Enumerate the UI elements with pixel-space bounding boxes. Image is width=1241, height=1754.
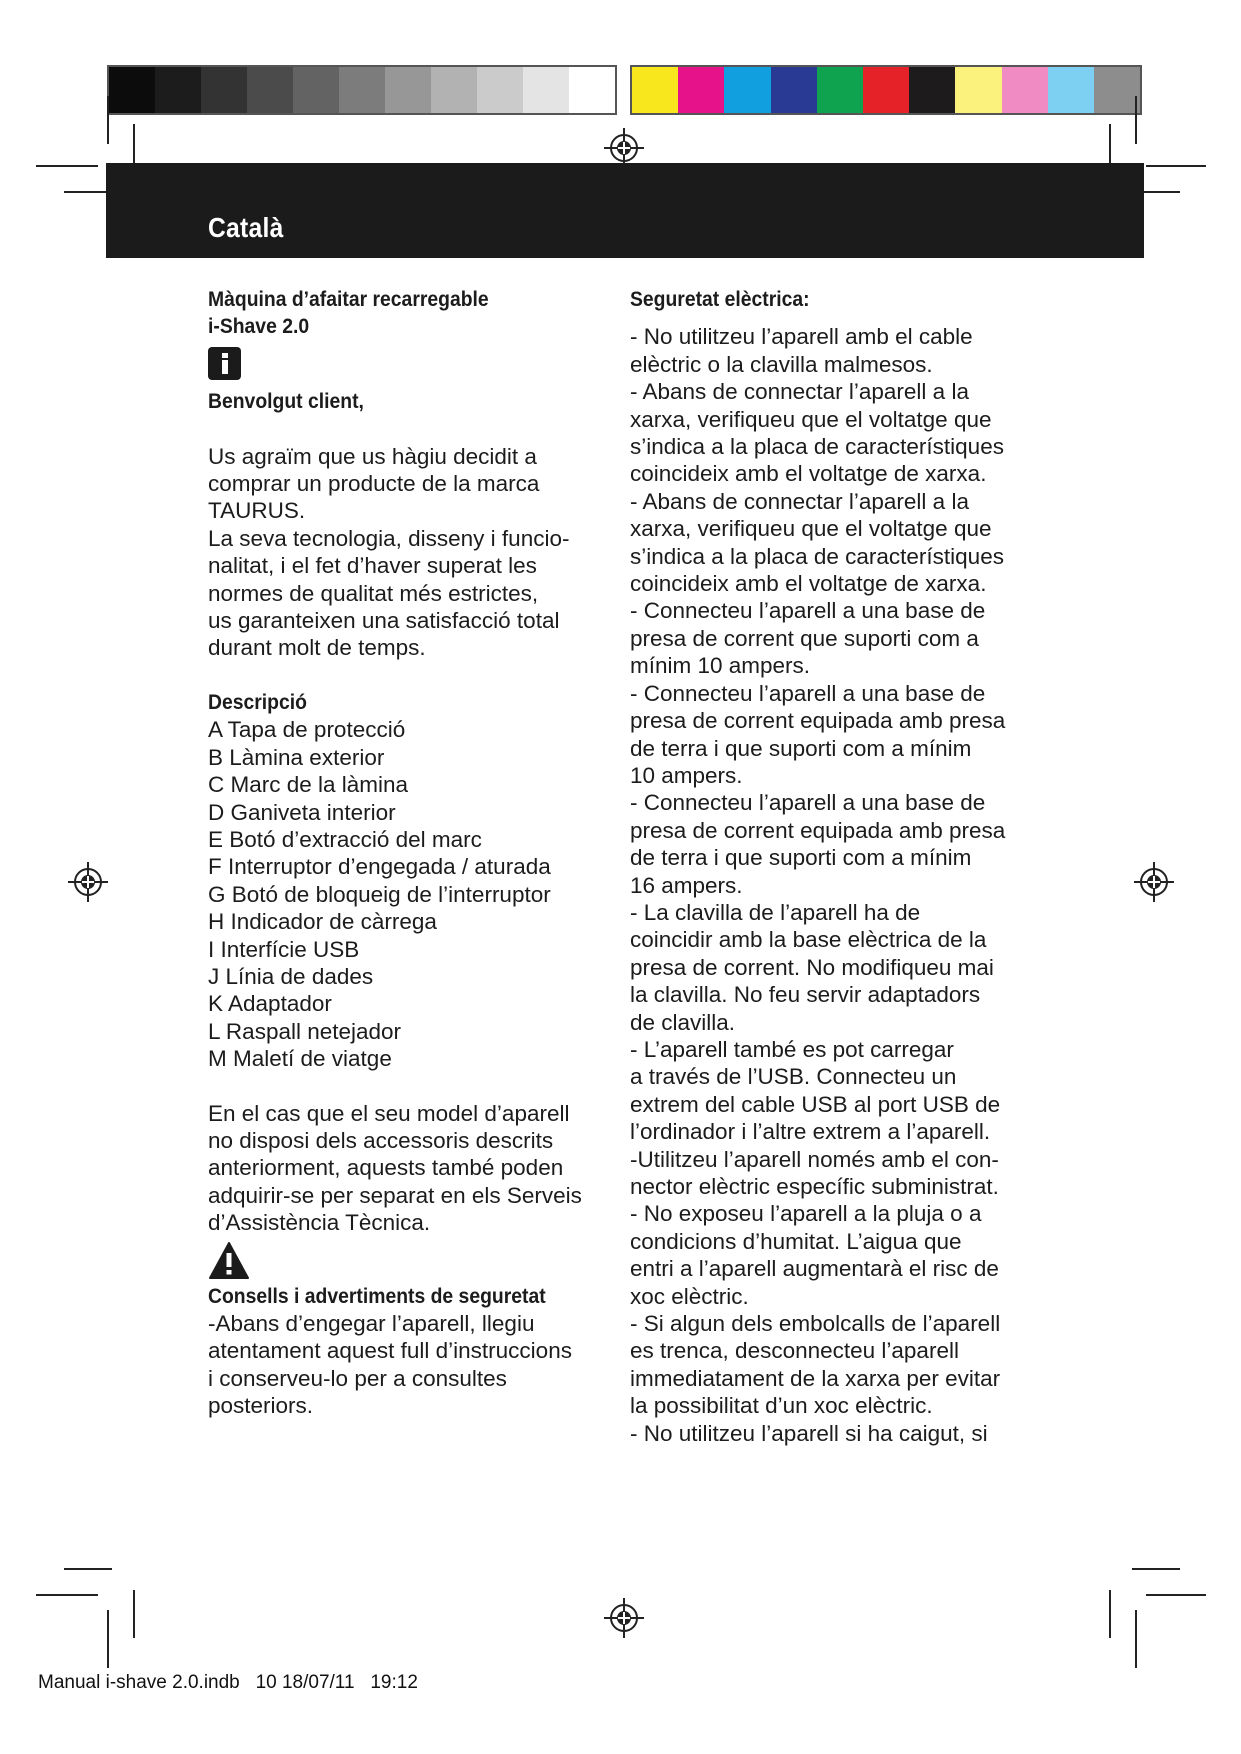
grayscale-swatch	[523, 67, 569, 113]
electrical-safety-line: - Connecteu l’aparell a una base de	[630, 680, 986, 706]
crop-mark-bottom-left-horizontal	[36, 1594, 98, 1596]
intro-line: Us agraïm que us hàgiu decidit a	[208, 443, 537, 469]
right-column	[630, 286, 1010, 1447]
product-title-line: i-Shave 2.0	[208, 314, 310, 339]
description-item: A Tapa de protecció	[208, 717, 406, 743]
description-item: H Indicador de càrrega	[208, 909, 437, 935]
registration-mark-top-icon	[604, 128, 644, 168]
intro-line: La seva tecnologia, disseny i funcio-	[208, 525, 570, 551]
electrical-safety-line: s’indica a la placa de característiques	[630, 434, 1004, 460]
registration-mark-right-icon	[1134, 862, 1174, 902]
grayscale-swatch	[477, 67, 523, 113]
description-item: L Raspall netejador	[208, 1018, 402, 1044]
registration-mark-left-icon	[68, 862, 108, 902]
electrical-safety-line: es trenca, desconnecteu l’aparell	[630, 1338, 959, 1364]
cmyk-color-bar	[630, 65, 1142, 115]
electrical-safety-line: nector elèctric específic subministrat.	[630, 1174, 999, 1199]
electrical-safety-line: - Abans de connectar l’aparell a la	[630, 379, 969, 405]
electrical-safety-line: s’indica a la placa de característiques	[630, 543, 1004, 569]
description-list	[208, 716, 598, 1072]
electrical-safety-line: - No exposeu l’aparell a la pluja o a	[630, 1201, 982, 1227]
grayscale-swatch	[293, 67, 339, 113]
description-heading: Descripció	[208, 689, 307, 714]
grayscale-swatch	[431, 67, 477, 113]
grayscale-swatch	[247, 67, 293, 113]
electrical-safety-line: extrem del cable USB al port USB de	[630, 1091, 1001, 1117]
electrical-safety-line: coincidir amb la base elèctrica de la	[630, 927, 987, 953]
intro-line: comprar un producte de la marca	[208, 471, 540, 497]
electrical-safety-line: la clavilla. No feu servir adaptadors	[630, 982, 981, 1008]
electrical-safety-line: presa de corrent equipada amb presa	[630, 817, 1006, 843]
electrical-safety-line: - Si algun dels embolcalls de l’aparell	[630, 1311, 1001, 1337]
description-item: M Maletí de viatge	[208, 1046, 392, 1072]
electrical-safety-line: - Abans de connectar l’aparell a la	[630, 488, 969, 514]
electrical-safety-line: - Connecteu l’aparell a una base de	[630, 790, 986, 816]
color-swatch	[1002, 67, 1048, 113]
safety-line: atentament aquest full d’instruccions	[208, 1338, 572, 1364]
registration-mark-bottom-icon	[604, 1598, 644, 1638]
electrical-safety-line: - La clavilla de l’aparell ha de	[630, 899, 921, 925]
accessories-paragraph	[208, 1100, 598, 1237]
intro-line: durant molt de temps.	[208, 635, 426, 661]
electrical-safety-line: presa de corrent equipada amb presa	[630, 708, 1006, 734]
electrical-safety-line: -Utilitzeu l’aparell només amb el con-	[630, 1146, 999, 1172]
intro-paragraph	[208, 443, 598, 662]
print-slug-footer: Manual i-shave 2.0.indb 10 18/07/11 19:12	[38, 1672, 418, 1693]
description-item: K Adaptador	[208, 991, 332, 1017]
color-swatch	[632, 67, 678, 113]
intro-line: us garanteixen una satisfacció total	[208, 608, 560, 634]
electrical-safety-line: - Connecteu l’aparell a una base de	[630, 598, 986, 624]
color-swatch	[771, 67, 817, 113]
safety-heading: Consells i advertiments de seguretat	[208, 1283, 546, 1308]
crop-mark-bottom-right-horizontal	[1146, 1594, 1206, 1596]
crop-mark-top-right-vertical	[1135, 96, 1137, 144]
grayscale-color-bar	[107, 65, 617, 115]
accessories-line: En el cas que el seu model d’aparell	[208, 1100, 570, 1126]
grayscale-swatch	[109, 67, 155, 113]
crop-mark-top-right-horizontal	[1146, 165, 1206, 167]
crop-mark-bottom-right-vertical-inner	[1109, 1590, 1111, 1638]
accessories-line: d’Assistència Tècnica.	[208, 1210, 431, 1236]
grayscale-swatch	[569, 67, 615, 113]
accessories-line: adquirir-se per separat en els Serveis	[208, 1182, 582, 1208]
info-icon	[208, 347, 241, 380]
left-column	[208, 286, 598, 1420]
description-item: I Interfície USB	[208, 936, 360, 962]
color-swatch	[678, 67, 724, 113]
description-item: D Ganiveta interior	[208, 799, 396, 825]
color-swatch	[817, 67, 863, 113]
crop-mark-bottom-left-horizontal-inner	[64, 1568, 112, 1570]
electrical-safety-line: 16 ampers.	[630, 872, 743, 898]
color-swatch	[724, 67, 770, 113]
description-item: B Làmina exterior	[208, 744, 385, 770]
color-swatch	[1048, 67, 1094, 113]
electrical-safety-line: de clavilla.	[630, 1009, 736, 1035]
safety-line: i conserveu-lo per a consultes	[208, 1365, 507, 1391]
electrical-safety-line: de terra i que suporti com a mínim	[630, 845, 972, 871]
description-item: F Interruptor d’engegada / aturada	[208, 854, 551, 880]
description-item: E Botó d’extracció del marc	[208, 826, 482, 852]
safety-paragraph	[208, 1310, 598, 1420]
electrical-safety-line: xoc elèctric.	[630, 1283, 749, 1309]
intro-line: normes de qualitat més estrictes,	[208, 580, 539, 606]
safety-line: -Abans d’engegar l’aparell, llegiu	[208, 1311, 535, 1336]
intro-line: TAURUS.	[208, 498, 306, 524]
electrical-safety-line: coincideix amb el voltatge de xarxa.	[630, 571, 987, 597]
description-item: G Botó de bloqueig de l’interruptor	[208, 881, 551, 907]
accessories-line: anteriorment, aquests també poden	[208, 1155, 564, 1181]
crop-mark-top-left-horizontal	[36, 165, 98, 167]
electrical-safety-line: elèctric o la clavilla malmesos.	[630, 351, 933, 377]
color-swatch	[863, 67, 909, 113]
accessories-line: no disposi dels accessoris descrits	[208, 1127, 554, 1153]
crop-mark-bottom-right-vertical	[1135, 1610, 1137, 1668]
description-item: J Línia de dades	[208, 963, 374, 989]
electrical-safety-heading: Seguretat elèctrica:	[630, 287, 810, 311]
crop-mark-bottom-left-vertical	[107, 1610, 109, 1668]
language-header-band	[106, 163, 1144, 258]
grayscale-swatch	[155, 67, 201, 113]
electrical-safety-line: - No utilitzeu l’aparell si ha caigut, si	[630, 1420, 988, 1446]
color-swatch	[909, 67, 955, 113]
safety-line: posteriors.	[208, 1393, 314, 1419]
description-item: C Marc de la làmina	[208, 772, 409, 798]
electrical-safety-line: xarxa, verifiqueu que el voltatge que	[630, 406, 992, 432]
electrical-safety-line: 10 ampers.	[630, 762, 743, 788]
grayscale-swatch	[385, 67, 431, 113]
color-swatch	[1094, 67, 1140, 113]
grayscale-swatch	[339, 67, 385, 113]
electrical-safety-line: presa de corrent que suporti com a	[630, 625, 979, 651]
grayscale-swatch	[201, 67, 247, 113]
electrical-safety-line: xarxa, verifiqueu que el voltatge que	[630, 516, 992, 542]
crop-mark-top-left-vertical	[107, 96, 109, 144]
electrical-safety-line: coincideix amb el voltatge de xarxa.	[630, 461, 987, 487]
intro-line: nalitat, i el fet d’haver superat les	[208, 553, 537, 579]
crop-mark-bottom-right-horizontal-inner	[1132, 1568, 1180, 1570]
electrical-safety-line: entri a l’aparell augmentarà el risc de	[630, 1256, 999, 1282]
electrical-safety-line: a través de l’USB. Connecteu un	[630, 1064, 957, 1090]
electrical-safety-paragraph	[630, 323, 1010, 1447]
language-title: Català	[208, 212, 284, 243]
crop-mark-bottom-left-vertical-inner	[133, 1590, 135, 1638]
electrical-safety-line: condicions d’humitat. L’aigua que	[630, 1228, 962, 1254]
greeting: Benvolgut client,	[208, 389, 364, 414]
electrical-safety-line: de terra i que suporti com a mínim	[630, 735, 972, 761]
electrical-safety-line: l’ordinador i l’altre extrem a l’aparell.	[630, 1119, 991, 1145]
electrical-safety-line: mínim 10 ampers.	[630, 653, 811, 679]
electrical-safety-line: la possibilitat d’un xoc elèctric.	[630, 1393, 933, 1419]
electrical-safety-line: - L’aparell també es pot carregar	[630, 1036, 954, 1062]
warning-triangle-icon	[208, 1241, 250, 1281]
product-title-line: Màquina d’afaitar recarregable	[208, 287, 489, 311]
electrical-safety-line: presa de corrent. No modifiqueu mai	[630, 954, 994, 980]
crop-mark-top-left-horizontal-inner	[64, 191, 112, 193]
electrical-safety-line: immediatament de la xarxa per evitar	[630, 1365, 1001, 1391]
electrical-safety-line: - No utilitzeu l’aparell amb el cable	[630, 324, 973, 350]
color-swatch	[955, 67, 1001, 113]
